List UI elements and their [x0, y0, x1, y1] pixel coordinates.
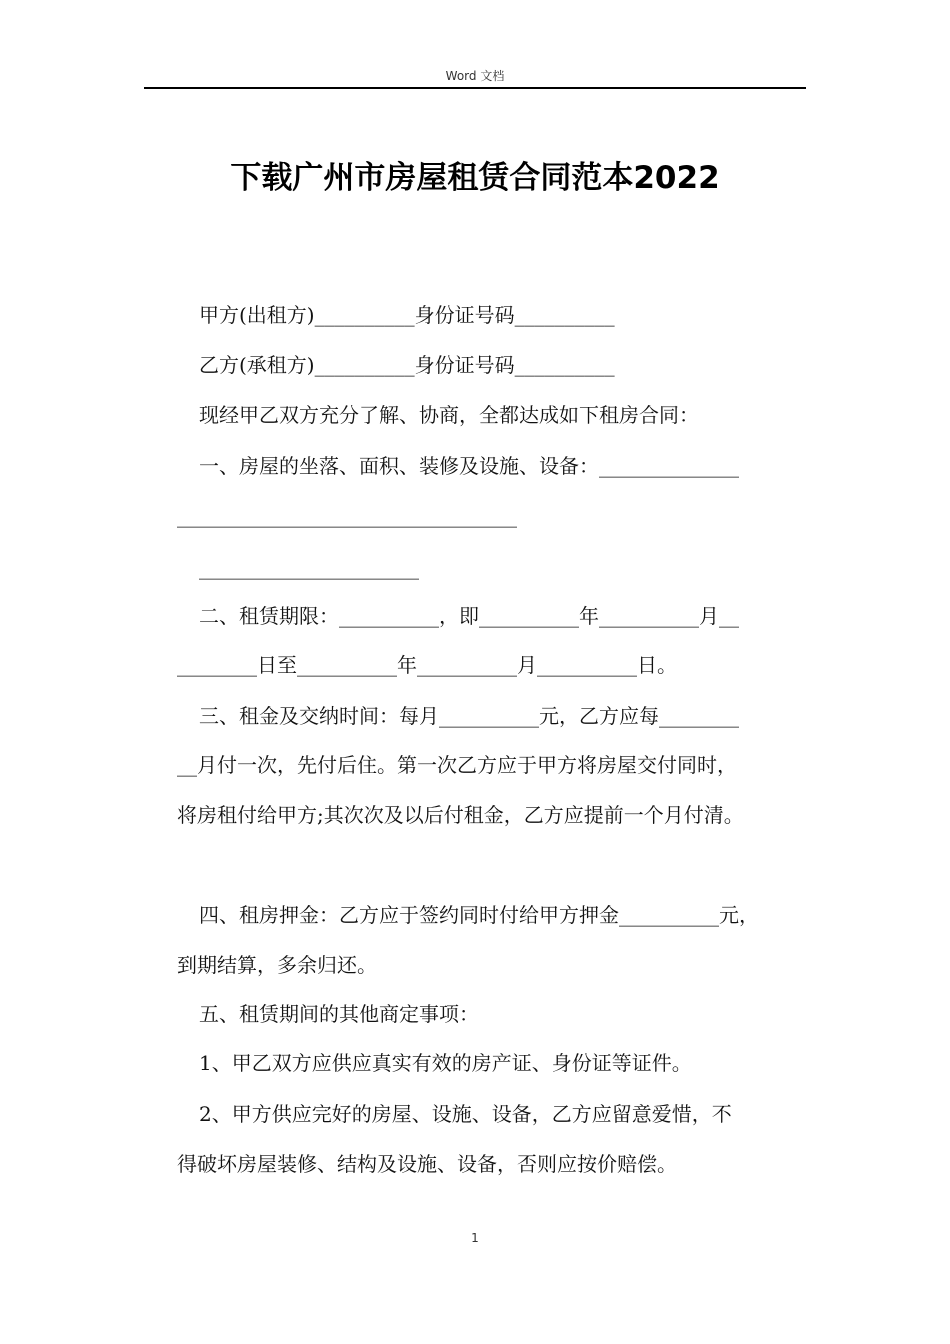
- clause-5-item-1: 1、甲乙双方应供应真实有效的房产证、身份证等证件。: [199, 1051, 692, 1075]
- agreement-intro: 现经甲乙双方充分了解、协商，全都达成如下租房合同：: [199, 403, 699, 427]
- clause-3-line-1: 三、租金及交纳时间：每月__________元，乙方应每________: [199, 704, 739, 728]
- party-b-line: 乙方(承租方)__________身份证号码__________: [199, 353, 615, 377]
- clause-3-line-3: 将房租付给甲方;其次次及以后付租金，乙方应提前一个月付清。: [177, 803, 744, 827]
- document-header: Word 文档: [445, 69, 505, 83]
- header-divider: [144, 87, 806, 89]
- page-number: 1: [471, 1231, 479, 1245]
- clause-1-blank-line-2: ______________________: [199, 556, 419, 580]
- clause-2-line-2: ________日至__________年__________月__________日。: [177, 653, 677, 677]
- clause-1-heading: 一、房屋的坐落、面积、装修及设施、设备：______________: [199, 454, 739, 478]
- clause-2-line-1: 二、租赁期限：__________，即__________年__________月__: [199, 604, 739, 628]
- clause-3-line-2: __月付一次，先付后住。第一次乙方应于甲方将房屋交付同时，: [177, 753, 737, 777]
- party-a-line: 甲方(出租方)__________身份证号码__________: [199, 303, 615, 327]
- clause-1-blank-line: __________________________________: [177, 504, 517, 528]
- page-title: 下载广州市房屋租赁合同范本2022: [230, 160, 720, 196]
- clause-5-heading: 五、租赁期间的其他商定事项：: [199, 1002, 479, 1026]
- clause-4-line-1: 四、租房押金：乙方应于签约同时付给甲方押金__________元，: [199, 903, 759, 927]
- clause-5-item-2-line-2: 得破坏房屋装修、结构及设施、设备，否则应按价赔偿。: [177, 1152, 677, 1176]
- clause-5-item-2-line-1: 2、甲方供应完好的房屋、设施、设备，乙方应留意爱惜，不: [199, 1102, 732, 1126]
- clause-4-line-2: 到期结算，多余归还。: [177, 953, 377, 977]
